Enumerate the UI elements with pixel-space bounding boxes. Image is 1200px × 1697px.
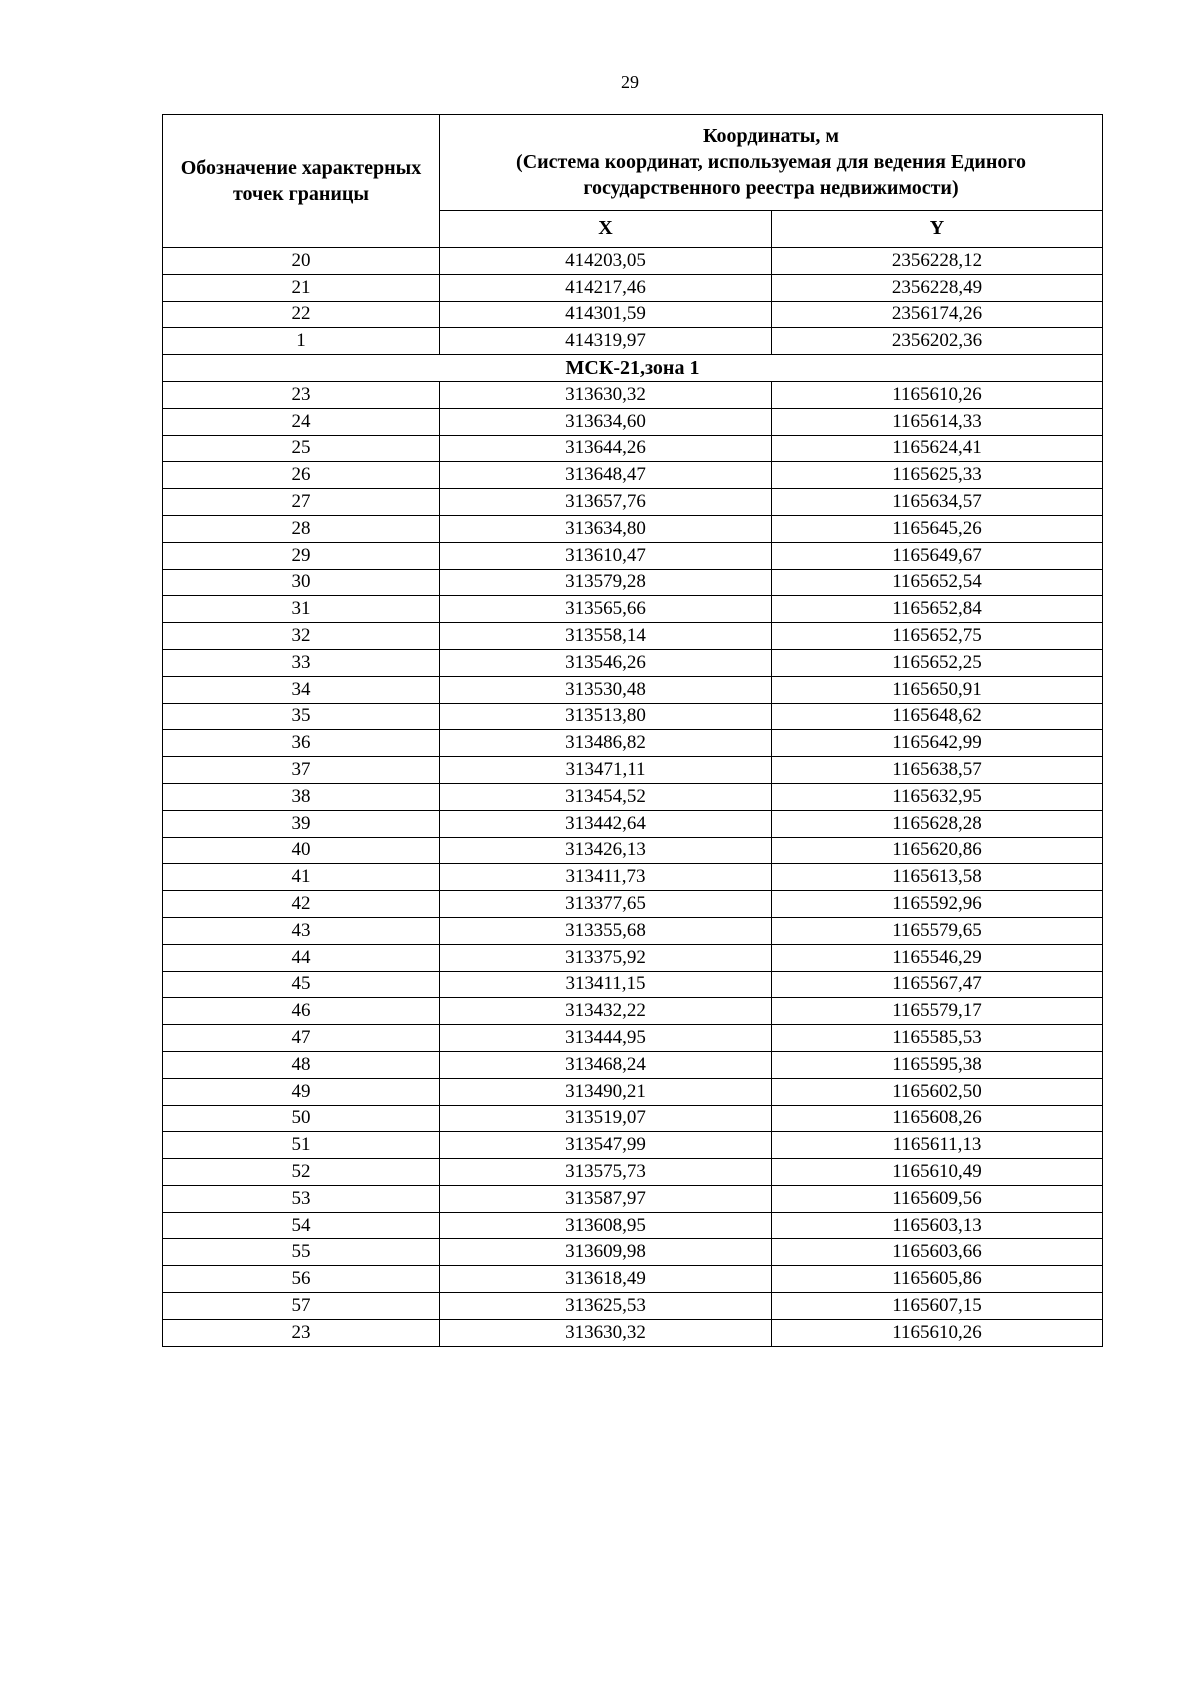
x-value-cell: 313618,49 xyxy=(440,1266,772,1293)
table-row xyxy=(163,1266,1103,1293)
x-value-cell: 313610,47 xyxy=(440,542,772,569)
y-value-cell: 1165614,33 xyxy=(772,408,1103,435)
x-value-cell: 313468,24 xyxy=(440,1051,772,1078)
table-row xyxy=(163,1132,1103,1159)
y-value-cell: 1165652,54 xyxy=(772,569,1103,596)
x-value-cell: 313575,73 xyxy=(440,1159,772,1186)
table-row xyxy=(163,542,1103,569)
y-value-cell: 1165610,49 xyxy=(772,1159,1103,1186)
point-id-cell: 35 xyxy=(163,703,440,730)
x-value-cell: 414203,05 xyxy=(440,248,772,275)
x-value-cell: 313355,68 xyxy=(440,917,772,944)
table-row xyxy=(163,1105,1103,1132)
y-value-cell: 2356228,12 xyxy=(772,248,1103,275)
y-value-cell: 1165634,57 xyxy=(772,489,1103,516)
y-column-header: Y xyxy=(772,210,1103,247)
y-value-cell: 1165642,99 xyxy=(772,730,1103,757)
table-row xyxy=(163,783,1103,810)
x-value-cell: 313579,28 xyxy=(440,569,772,596)
point-id-cell: 48 xyxy=(163,1051,440,1078)
y-value-cell: 1165579,65 xyxy=(772,917,1103,944)
x-value-cell: 313648,47 xyxy=(440,462,772,489)
y-value-cell: 1165620,86 xyxy=(772,837,1103,864)
y-value-cell: 1165625,33 xyxy=(772,462,1103,489)
table-row xyxy=(163,810,1103,837)
table-row xyxy=(163,515,1103,542)
y-value-cell: 1165595,38 xyxy=(772,1051,1103,1078)
point-id-cell: 46 xyxy=(163,998,440,1025)
point-id-cell: 36 xyxy=(163,730,440,757)
y-value-cell: 2356228,49 xyxy=(772,274,1103,301)
y-value-cell: 1165645,26 xyxy=(772,515,1103,542)
x-value-cell: 313426,13 xyxy=(440,837,772,864)
x-value-cell: 313444,95 xyxy=(440,1025,772,1052)
table-row xyxy=(163,757,1103,784)
table-row xyxy=(163,837,1103,864)
y-value-cell: 1165638,57 xyxy=(772,757,1103,784)
table-row xyxy=(163,435,1103,462)
point-id-cell: 37 xyxy=(163,757,440,784)
table-row xyxy=(163,1051,1103,1078)
point-id-cell: 45 xyxy=(163,971,440,998)
x-value-cell: 313634,80 xyxy=(440,515,772,542)
y-value-cell: 1165602,50 xyxy=(772,1078,1103,1105)
y-value-cell: 1165567,47 xyxy=(772,971,1103,998)
table-row xyxy=(163,328,1103,355)
point-id-cell: 29 xyxy=(163,542,440,569)
coordinates-column-header xyxy=(440,115,1103,211)
x-value-cell: 414301,59 xyxy=(440,301,772,328)
point-id-cell: 43 xyxy=(163,917,440,944)
y-value-cell: 1165624,41 xyxy=(772,435,1103,462)
y-value-cell: 1165652,25 xyxy=(772,649,1103,676)
table-row xyxy=(163,1159,1103,1186)
table-row xyxy=(163,971,1103,998)
table-row xyxy=(163,462,1103,489)
coordinates-subtitle: (Система координат, используемая для ведения Единого государственного реестра недвижимости) xyxy=(516,151,1026,200)
y-value-cell: 1165632,95 xyxy=(772,783,1103,810)
x-value-cell: 313546,26 xyxy=(440,649,772,676)
y-value-cell: 1165585,53 xyxy=(772,1025,1103,1052)
x-value-cell: 313375,92 xyxy=(440,944,772,971)
point-id-cell: 31 xyxy=(163,596,440,623)
x-value-cell: 313608,95 xyxy=(440,1212,772,1239)
page-number: 29 xyxy=(621,72,639,92)
x-value-cell: 313644,26 xyxy=(440,435,772,462)
y-value-cell: 1165610,26 xyxy=(772,381,1103,408)
y-value-cell: 1165649,67 xyxy=(772,542,1103,569)
point-id-cell: 47 xyxy=(163,1025,440,1052)
y-value-cell: 2356174,26 xyxy=(772,301,1103,328)
point-id-cell: 28 xyxy=(163,515,440,542)
point-id-cell: 20 xyxy=(163,248,440,275)
x-value-cell: 313442,64 xyxy=(440,810,772,837)
table-row xyxy=(163,301,1103,328)
x-value-cell: 414319,97 xyxy=(440,328,772,355)
x-value-cell: 313657,76 xyxy=(440,489,772,516)
y-value-cell: 1165611,13 xyxy=(772,1132,1103,1159)
y-value-cell: 1165607,15 xyxy=(772,1293,1103,1320)
table-row xyxy=(163,623,1103,650)
point-id-cell: 49 xyxy=(163,1078,440,1105)
table-row xyxy=(163,917,1103,944)
point-id-cell: 41 xyxy=(163,864,440,891)
point-id-cell: 1 xyxy=(163,328,440,355)
coordinates-title: Координаты, м xyxy=(702,125,840,148)
point-id-cell: 55 xyxy=(163,1239,440,1266)
point-id-cell: 26 xyxy=(163,462,440,489)
point-id-cell: 52 xyxy=(163,1159,440,1186)
point-id-cell: 53 xyxy=(163,1185,440,1212)
x-value-cell: 313609,98 xyxy=(440,1239,772,1266)
x-value-cell: 313558,14 xyxy=(440,623,772,650)
y-value-cell: 1165603,13 xyxy=(772,1212,1103,1239)
point-id-cell: 50 xyxy=(163,1105,440,1132)
table-row xyxy=(163,649,1103,676)
y-value-cell: 1165652,75 xyxy=(772,623,1103,650)
y-value-cell: 1165648,62 xyxy=(772,703,1103,730)
section-header-row xyxy=(163,355,1103,382)
table-row xyxy=(163,1078,1103,1105)
x-value-cell: 313547,99 xyxy=(440,1132,772,1159)
table-row xyxy=(163,1212,1103,1239)
y-value-cell: 2356202,36 xyxy=(772,328,1103,355)
point-id-cell: 25 xyxy=(163,435,440,462)
point-id-cell: 21 xyxy=(163,274,440,301)
table-row xyxy=(163,998,1103,1025)
point-id-cell: 23 xyxy=(163,1319,440,1346)
y-value-cell: 1165592,96 xyxy=(772,891,1103,918)
point-id-cell: 23 xyxy=(163,381,440,408)
x-value-cell: 313377,65 xyxy=(440,891,772,918)
x-value-cell: 313587,97 xyxy=(440,1185,772,1212)
point-id-cell: 27 xyxy=(163,489,440,516)
table-row xyxy=(163,1293,1103,1320)
point-id-cell: 57 xyxy=(163,1293,440,1320)
x-value-cell: 313486,82 xyxy=(440,730,772,757)
table-row xyxy=(163,703,1103,730)
y-value-cell: 1165613,58 xyxy=(772,864,1103,891)
x-value-cell: 313630,32 xyxy=(440,1319,772,1346)
x-value-cell: 313530,48 xyxy=(440,676,772,703)
table-row xyxy=(163,730,1103,757)
table-row xyxy=(163,274,1103,301)
point-id-cell: 33 xyxy=(163,649,440,676)
x-value-cell: 313411,15 xyxy=(440,971,772,998)
y-value-cell: 1165608,26 xyxy=(772,1105,1103,1132)
point-id-cell: 56 xyxy=(163,1266,440,1293)
table-row xyxy=(163,489,1103,516)
point-id-cell: 30 xyxy=(163,569,440,596)
table-row xyxy=(163,864,1103,891)
table-row xyxy=(163,596,1103,623)
point-id-cell: 39 xyxy=(163,810,440,837)
x-value-cell: 313454,52 xyxy=(440,783,772,810)
y-value-cell: 1165605,86 xyxy=(772,1266,1103,1293)
point-id-cell: 42 xyxy=(163,891,440,918)
table-row xyxy=(163,1025,1103,1052)
y-value-cell: 1165609,56 xyxy=(772,1185,1103,1212)
table-row xyxy=(163,1319,1103,1346)
table-row xyxy=(163,248,1103,275)
x-value-cell: 313630,32 xyxy=(440,381,772,408)
y-value-cell: 1165652,84 xyxy=(772,596,1103,623)
table-row xyxy=(163,569,1103,596)
section-title: МСК-21,зона 1 xyxy=(163,355,1103,382)
x-value-cell: 313625,53 xyxy=(440,1293,772,1320)
x-value-cell: 313513,80 xyxy=(440,703,772,730)
point-id-cell: 51 xyxy=(163,1132,440,1159)
y-value-cell: 1165603,66 xyxy=(772,1239,1103,1266)
point-id-cell: 24 xyxy=(163,408,440,435)
table-row xyxy=(163,408,1103,435)
point-id-cell: 32 xyxy=(163,623,440,650)
points-column-header: Обозначение характерных точек границы xyxy=(163,115,440,248)
y-value-cell: 1165579,17 xyxy=(772,998,1103,1025)
x-value-cell: 313432,22 xyxy=(440,998,772,1025)
x-value-cell: 414217,46 xyxy=(440,274,772,301)
coordinates-table xyxy=(162,114,1103,1347)
point-id-cell: 44 xyxy=(163,944,440,971)
point-id-cell: 22 xyxy=(163,301,440,328)
x-value-cell: 313565,66 xyxy=(440,596,772,623)
point-id-cell: 38 xyxy=(163,783,440,810)
x-column-header: X xyxy=(440,210,772,247)
table-row xyxy=(163,1185,1103,1212)
y-value-cell: 1165610,26 xyxy=(772,1319,1103,1346)
x-value-cell: 313519,07 xyxy=(440,1105,772,1132)
table-row xyxy=(163,676,1103,703)
table-row xyxy=(163,891,1103,918)
y-value-cell: 1165628,28 xyxy=(772,810,1103,837)
point-id-cell: 40 xyxy=(163,837,440,864)
point-id-cell: 54 xyxy=(163,1212,440,1239)
y-value-cell: 1165546,29 xyxy=(772,944,1103,971)
point-id-cell: 34 xyxy=(163,676,440,703)
x-value-cell: 313490,21 xyxy=(440,1078,772,1105)
table-body xyxy=(163,248,1103,1347)
x-value-cell: 313411,73 xyxy=(440,864,772,891)
y-value-cell: 1165650,91 xyxy=(772,676,1103,703)
x-value-cell: 313634,60 xyxy=(440,408,772,435)
table-row xyxy=(163,381,1103,408)
x-value-cell: 313471,11 xyxy=(440,757,772,784)
table-row xyxy=(163,1239,1103,1266)
table-row xyxy=(163,944,1103,971)
table-header xyxy=(163,115,1103,248)
